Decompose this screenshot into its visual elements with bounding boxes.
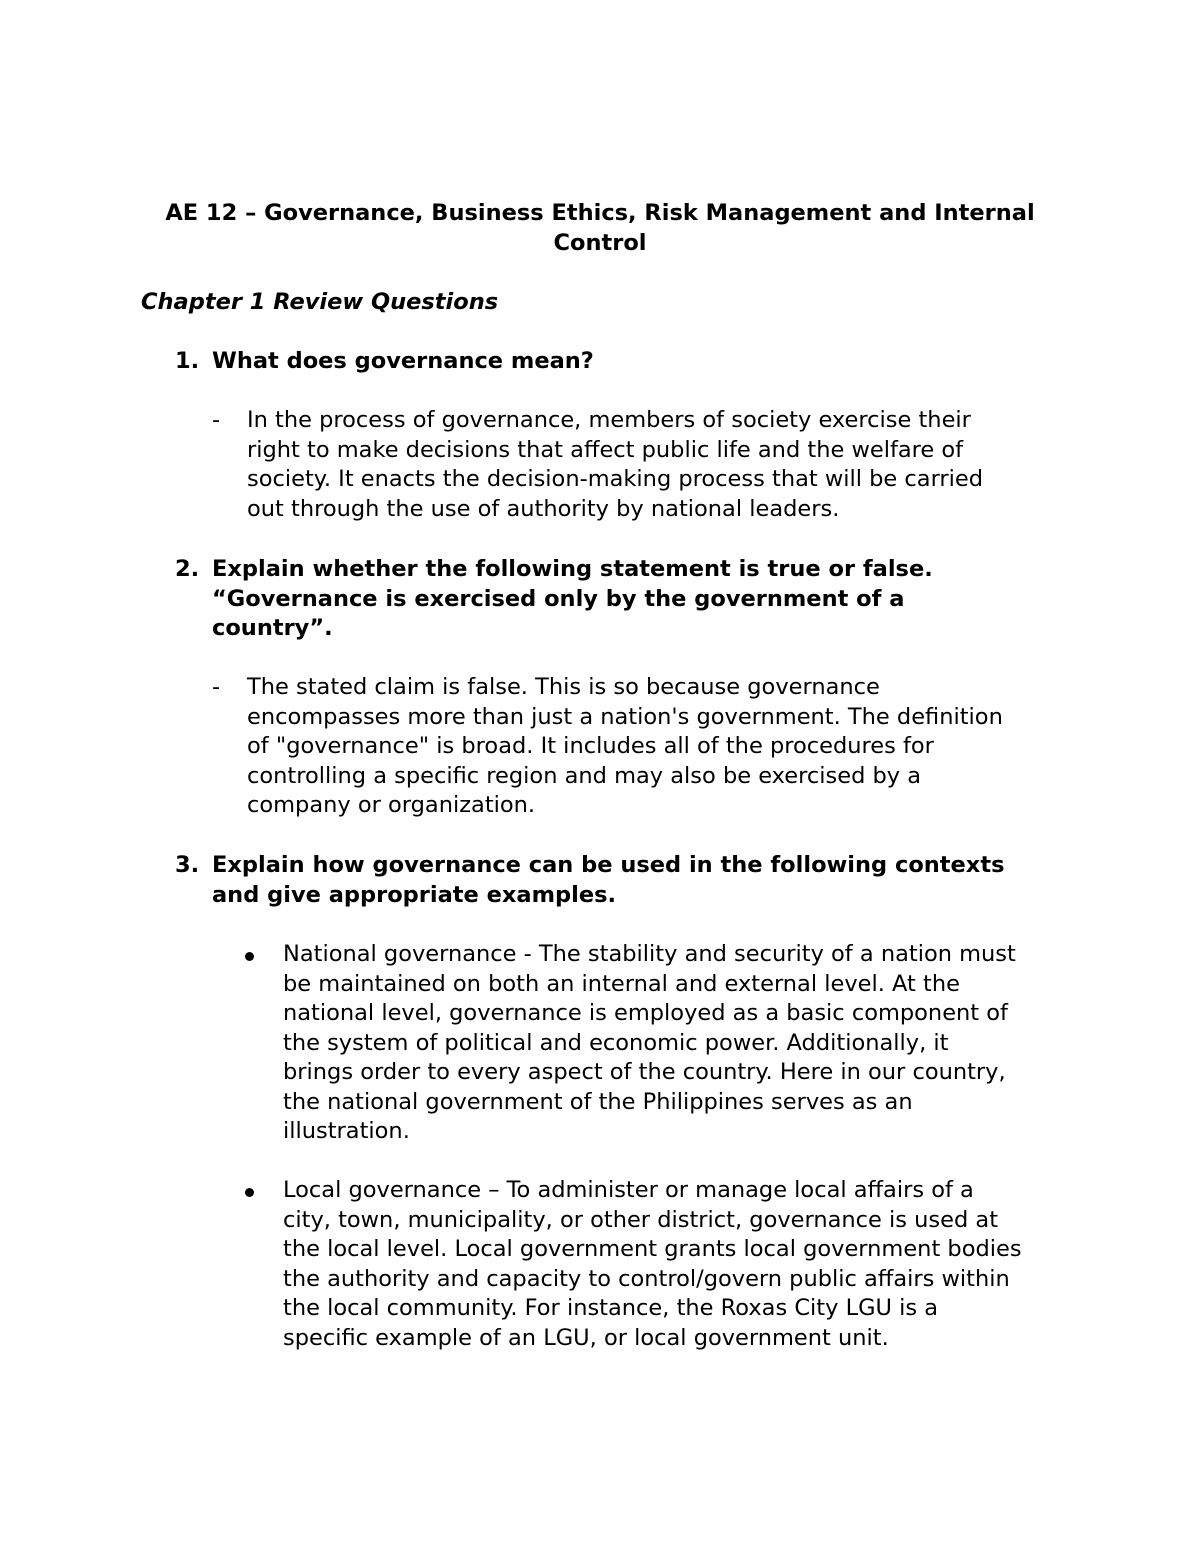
question-text xyxy=(212,347,1072,377)
document-title xyxy=(120,198,1080,258)
bullet-line: Local governance – To administer or manage local affairs of a xyxy=(283,1177,974,1203)
question-line: Explain how governance can be used in the following contexts xyxy=(212,852,1005,878)
answer-line: encompasses more than just a nation's government. The definition xyxy=(247,703,1003,730)
question-text xyxy=(212,851,1072,910)
bullet-line: specific example of an LGU, or local government unit. xyxy=(283,1324,889,1351)
bullet-dot-icon xyxy=(245,952,254,961)
question-line: Explain whether the following statement is true or false. xyxy=(212,556,933,582)
title-line: Control xyxy=(553,230,647,256)
bullet-text xyxy=(283,1176,1073,1353)
bullet-line: national level, governance is employed as a basic component of xyxy=(283,1000,1008,1026)
question-line: “Governance is exercised only by the government of a xyxy=(212,585,905,612)
answer-line: company or organization. xyxy=(247,792,536,818)
answer-line: right to make decisions that affect public life and the welfare of xyxy=(247,436,964,463)
bullet-line: the local level. Local government grants local government bodies xyxy=(283,1236,1022,1262)
bullet-text xyxy=(283,940,1073,1147)
answer-line: controlling a specific region and may also be exercised by a xyxy=(247,762,922,789)
answer-text xyxy=(247,673,1062,821)
bullet-line: National governance - The stability and security of a nation must xyxy=(283,941,1016,967)
bullet-line: brings order to every aspect of the country. Here in our country, xyxy=(283,1059,1006,1085)
question-line: country”. xyxy=(212,615,333,641)
question-number: 3. xyxy=(175,852,200,878)
question-number: 2. xyxy=(175,556,200,582)
bullet-line: illustration. xyxy=(283,1118,410,1144)
bullet-line: city, town, municipality, or other district, governance is used at xyxy=(283,1206,999,1233)
answer-line: of "governance" is broad. It includes all of the procedures for xyxy=(247,733,934,759)
bullet-line: the local community. For instance, the Roxas City LGU is a xyxy=(283,1295,939,1321)
answer-text xyxy=(247,406,1062,524)
question-text xyxy=(212,555,1072,644)
question-line: and give appropriate examples. xyxy=(212,881,617,908)
question-number: 1. xyxy=(175,348,200,374)
answer-line: out through the use of authority by national leaders. xyxy=(247,495,840,522)
bullet-line: the authority and capacity to control/govern public affairs within xyxy=(283,1265,1010,1292)
bullet-line: the national government of the Philippines serves as an xyxy=(283,1088,913,1115)
answer-line: In the process of governance, members of society exercise their xyxy=(247,407,971,433)
chapter-heading: Chapter 1 Review Questions xyxy=(141,289,499,315)
answer-line: society. It enacts the decision-making process that will be carried xyxy=(247,466,984,492)
dash-marker: - xyxy=(212,407,221,433)
bullet-dot-icon xyxy=(245,1188,254,1197)
dash-marker: - xyxy=(212,674,221,700)
answer-line: The stated claim is false. This is so because governance xyxy=(247,674,880,700)
question-line: What does governance mean? xyxy=(212,348,594,374)
bullet-line: the system of political and economic power. Additionally, it xyxy=(283,1029,949,1056)
title-line: AE 12 – Governance, Business Ethics, Risk Management and Internal xyxy=(165,200,1035,226)
bullet-line: be maintained on both an internal and external level. At the xyxy=(283,970,960,997)
